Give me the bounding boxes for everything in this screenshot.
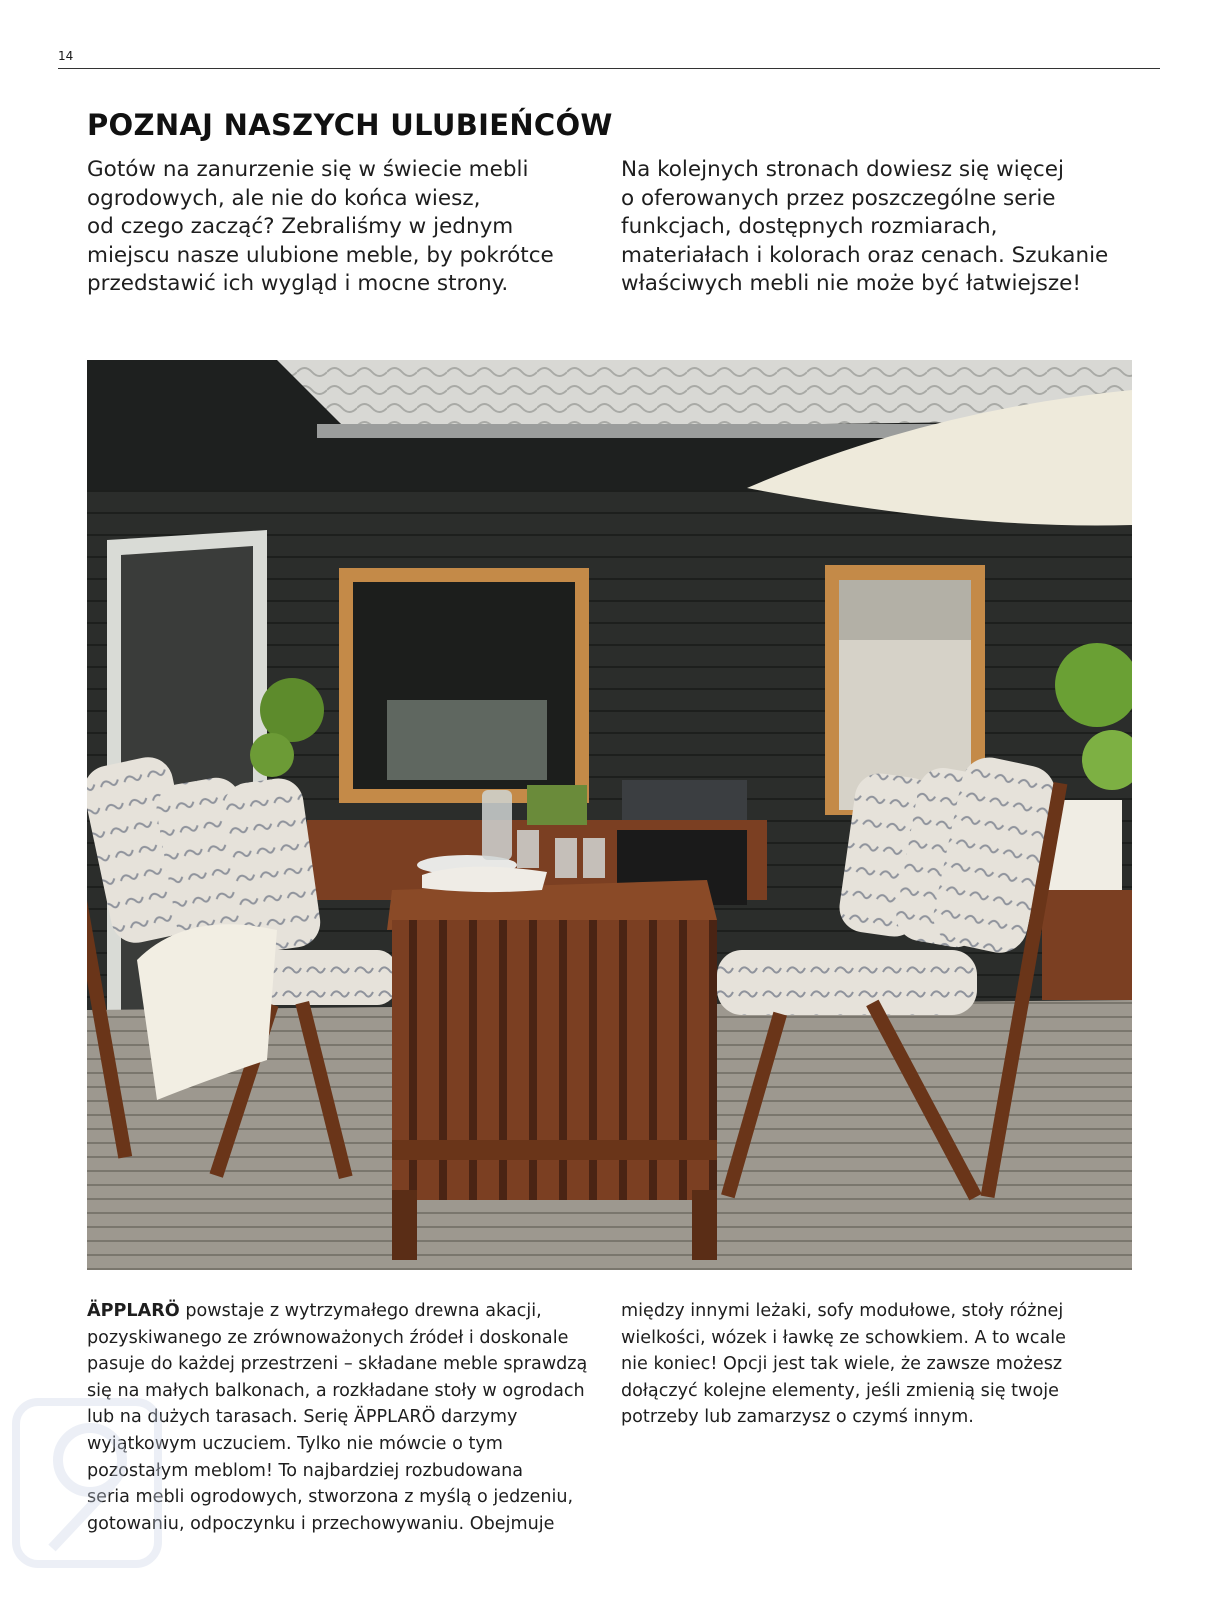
patio-photo xyxy=(87,360,1132,1270)
intro-right: Na kolejnych stronach dowiesz się więcej o oferowanych przez poszczególne serie funkcjach, dostępnych rozmiarach, materiałach i kolorach oraz cenach. Szukanie właściwych mebli nie może być łatwiejsze! xyxy=(621,157,1109,296)
header-rule xyxy=(58,68,1160,69)
carafe xyxy=(482,790,512,860)
intro-left: Gotów na zanurzenie się w świecie mebli ogrodowych, ale nie do końca wiesz, od czego zacząć? Zebraliśmy w jednym miejscu nasze ulubione meble, by pokrótce przedstawić ich wygląd i mocne strony. xyxy=(87,157,554,296)
body-text-left xyxy=(87,1298,607,1537)
body-text-left-rest: powstaje z wytrzymałego drewna akacji, pozyskiwanego ze zrównoważonych źródeł i doskonale pasuje do każdej przestrzeni – składane meble sprawdzą się na małych balkonach, a rozkładane stoły w ogrodach lub na dużych tarasach. Serię ÄPPLARÖ darzymy wyjątkowym uczuciem. Tylko nie mówcie o tym pozostałym meblom! To najbardziej rozbudowana seria mebli ogrodowych, stworzona z myślą o jedzeniu, gotowaniu, odpoczynku i przechowywaniu. Obejmuje xyxy=(87,1301,588,1534)
page-headline: POZNAJ NASZYCH ULUBIEŃCÓW xyxy=(87,108,613,142)
bench-right xyxy=(1042,890,1132,1000)
grill xyxy=(622,780,747,820)
brand-name: ÄPPLARÖ xyxy=(87,1301,180,1321)
glasses xyxy=(555,838,577,878)
body-text-right: między innymi leżaki, sofy modułowe, stoły różnej wielkości, wózek i ławkę ze schowkiem. A to wcale nie koniec! Opcji jest tak wiele, że zawsze możesz dołączyć kolejne elementy, jeśli zmienią się twoje potrzeby lub zamarzysz o czymś innym. xyxy=(621,1301,1066,1428)
plant-left xyxy=(260,678,324,742)
page-number: 14 xyxy=(58,49,74,63)
watermark-logo xyxy=(12,1398,162,1568)
